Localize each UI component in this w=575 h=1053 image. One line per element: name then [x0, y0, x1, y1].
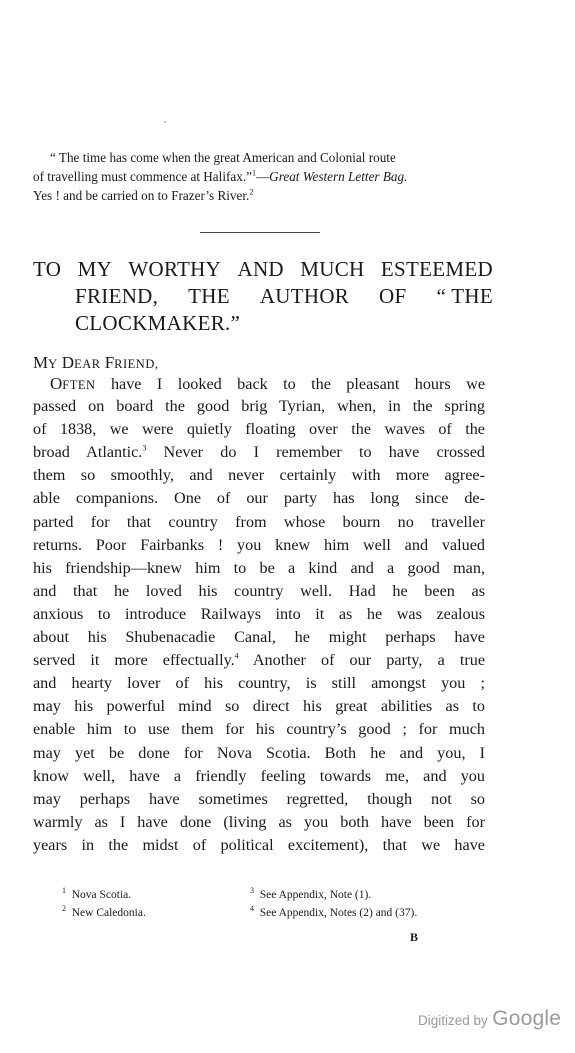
- body-line: passed on board the good brig Tyrian, when, in the spring: [33, 397, 485, 416]
- salutation-smallcaps: EAR: [74, 357, 101, 371]
- footnote-ref-1: 1: [251, 168, 256, 178]
- footnote-mark: 3: [250, 886, 254, 896]
- epigraph-line-2: [33, 167, 493, 186]
- heading-line-3: CLOCKMAKER.”: [75, 311, 241, 335]
- salutation-cap: D: [61, 353, 75, 372]
- body-line: his friendship—knew him to be a kind and a good man,: [33, 558, 485, 577]
- epigraph-source: Great Western Letter Bag.: [269, 169, 408, 184]
- body-line-text: have I looked back to the pleasant hours we: [95, 375, 485, 393]
- body-line: and hearty lover of his country, is still amongst you ;: [33, 674, 485, 693]
- page-speck: [164, 121, 166, 123]
- body-line: and that he loved his country well. Had he been as: [33, 581, 485, 600]
- footnote-ref-4: 4: [234, 651, 239, 661]
- dedication-heading: [33, 256, 493, 337]
- body-line: years in the midst of political excitement), that we have: [33, 835, 485, 854]
- heading-word: TO: [33, 257, 62, 281]
- epigraph-quote-end: of travelling must commence at Halifax.”: [33, 169, 252, 184]
- epigraph: [33, 148, 493, 205]
- body-line-text: broad Atlantic.: [33, 443, 143, 462]
- body-smallcaps: FTEN: [62, 378, 96, 392]
- footnote-mark: 4: [250, 904, 254, 914]
- heading-word: ESTEEMED: [380, 257, 493, 281]
- body-line: enable him to use them for his country’s good ; for much: [33, 720, 485, 739]
- footnotes-left: [62, 886, 146, 922]
- salutation-smallcaps: RIEND,: [114, 357, 159, 371]
- footnotes-right: [250, 886, 417, 922]
- section-rule: [200, 232, 320, 233]
- footnote-text: New Caledonia.: [71, 907, 146, 919]
- epigraph-line-3: [33, 186, 493, 205]
- body-line: able companions. One of our party has long since de-: [33, 489, 485, 508]
- body-line: may perhaps have sometimes regretted, though not so: [33, 789, 485, 808]
- heading-line-1: [33, 256, 493, 283]
- heading-word: WORTHY: [128, 257, 222, 281]
- footnote-ref-2: 2: [249, 187, 254, 197]
- epigraph-dash: —: [255, 169, 270, 184]
- heading-word: THE: [188, 284, 230, 308]
- footnote-mark: 2: [62, 904, 66, 914]
- body-line: may his powerful mind so direct his great abilities as to: [33, 697, 485, 716]
- heading-word: “ THE: [436, 284, 493, 308]
- footnote-text: Nova Scotia.: [71, 889, 132, 901]
- watermark-small-text: Digitized by: [418, 1013, 488, 1028]
- heading-word: AUTHOR: [259, 284, 350, 308]
- footnote: [250, 904, 417, 922]
- body-line-text: Never do I remember to have crossed: [146, 443, 486, 462]
- heading-word: MY: [77, 257, 113, 281]
- epigraph-line-1: “ The time has come when the great American and Colonial route: [50, 150, 396, 165]
- salutation-smallcaps: Y: [48, 357, 58, 371]
- footnote-mark: 1: [62, 886, 66, 896]
- footnote: [62, 886, 146, 904]
- body-line: may yet be done for Nova Scotia. Both he and you, I: [33, 743, 485, 762]
- body-line: about his Shubenacadie Canal, he might perhaps have: [33, 628, 485, 647]
- watermark-logo-text: Google: [492, 1007, 562, 1030]
- heading-word: AND: [237, 257, 284, 281]
- heading-word: FRIEND,: [75, 284, 159, 308]
- body-line-text: Another of our party, a true: [238, 651, 486, 670]
- body-line: [33, 441, 485, 464]
- body-line: parted for that country from whose bourn no traveller: [33, 512, 485, 531]
- body-initial: O: [50, 374, 63, 393]
- footnote-text: See Appendix, Notes (2) and (37).: [259, 907, 418, 919]
- heading-word: MUCH: [300, 257, 365, 281]
- digitized-watermark: [418, 1007, 561, 1031]
- footnote-ref-3: 3: [142, 443, 147, 453]
- signature-mark: B: [410, 930, 419, 944]
- footnote: [250, 886, 417, 904]
- heading-line-2: [75, 283, 493, 310]
- body-line: know well, have a friendly feeling towards me, and you: [33, 766, 485, 785]
- heading-word: OF: [379, 284, 407, 308]
- body-line: warmly as I have done (living as you both have been for: [33, 812, 485, 831]
- body-line-text: served it more effectually.: [33, 651, 235, 670]
- body-line: [33, 649, 485, 672]
- salutation-cap: M: [33, 353, 49, 372]
- salutation-cap: F: [104, 353, 115, 372]
- footnote: [62, 904, 146, 922]
- body-line: them so smoothly, and never certainly with more agree-: [33, 466, 485, 485]
- footnote-text: See Appendix, Note (1).: [259, 889, 372, 901]
- epigraph-reply: Yes ! and be carried on to Frazer’s River.: [33, 188, 250, 203]
- body-line: [33, 372, 485, 395]
- body-line: of 1838, we were quietly floating over the waves of the: [33, 420, 485, 439]
- letter-body: [33, 372, 485, 857]
- body-line: returns. Poor Fairbanks ! you knew him well and valued: [33, 535, 485, 554]
- body-line: anxious to introduce Railways into it as he was zealous: [33, 604, 485, 623]
